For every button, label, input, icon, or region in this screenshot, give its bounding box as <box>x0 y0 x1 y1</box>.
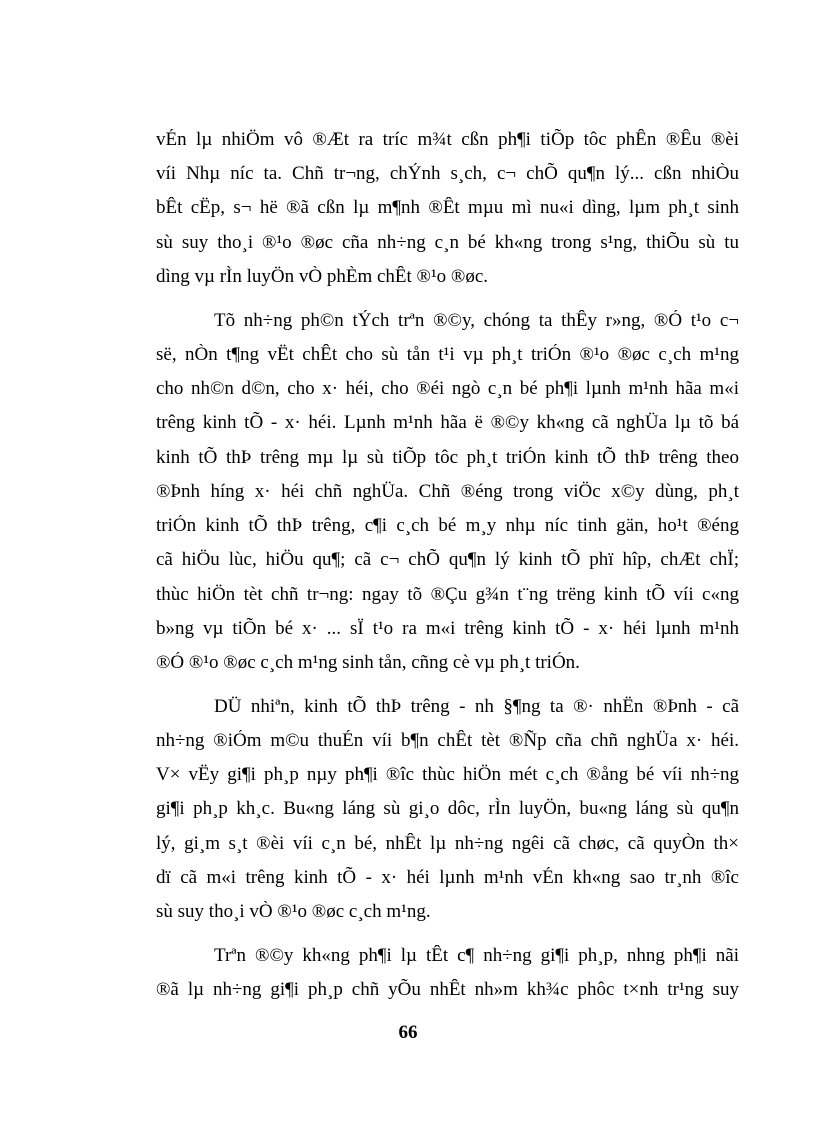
page-number: 66 <box>398 1022 418 1043</box>
text-line: lý, gi¸m s¸t ®èi víi c¸n bé, nhÊt lµ nh÷ng ngêi cã chøc, cã quyÒn th× <box>156 833 739 854</box>
text-line: sù suy tho¸i ®¹o ®øc cña nh÷ng c¸n bé kh«ng trong s¹ng, thiÕu sù tu <box>156 232 739 253</box>
text-line: ®Ó ®¹o ®øc c¸ch m¹ng sinh tån, cñng cè vµ ph¸t triÓn. <box>156 652 580 673</box>
text-line: kinh tÕ thÞ trêng mµ lµ sù tiÕp tôc ph¸t triÓn kinh tÕ thÞ trêng theo <box>156 447 739 468</box>
text-line: ®Þnh híng x· héi chñ nghÜa. Chñ ®éng trong viÖc x©y dùng, ph¸t <box>156 481 739 502</box>
text-line: gi¶i ph¸p kh¸c. Bu«ng láng sù gi¸o dôc, rÌn luyÖn, bu«ng láng sù qu¶n <box>156 798 739 819</box>
text-line: DÜ nhiªn, kinh tÕ thÞ trêng - nh §¶ng ta ®· nhËn ®Þnh - cã <box>214 696 739 717</box>
text-line: vÉn lµ nhiÖm vô ®Æt ra tríc m¾t cßn ph¶i tiÕp tôc phÊn ®Êu ®èi <box>156 129 739 150</box>
text-line: thùc hiÖn tèt chñ tr¬ng: ngay tõ ®Çu g¾n t¨ng trëng kinh tÕ víi c«ng <box>156 584 739 605</box>
text-line: trêng kinh tÕ - x· héi. Lµnh m¹nh hãa ë ®©y kh«ng cã nghÜa lµ tõ bá <box>156 412 739 433</box>
text-line: ®ã lµ nh÷ng gi¶i ph¸p chñ yÕu nhÊt nh»m kh¾c phôc t×nh tr¹ng suy <box>156 979 739 1000</box>
text-line: nh÷ng ®iÓm m©u thuÉn víi b¶n chÊt tèt ®Ñp cña chñ nghÜa x· héi. <box>156 730 739 751</box>
text-line: b»ng vµ tiÕn bé x· ... sÏ t¹o ra m«i trêng kinh tÕ - x· héi lµnh m¹nh <box>156 618 739 639</box>
text-line: Trªn ®©y kh«ng ph¶i lµ tÊt c¶ nh÷ng gi¶i ph¸p, nhng ph¶i nãi <box>214 945 739 966</box>
text-line: së, nÒn t¶ng vËt chÊt cho sù tån t¹i vµ ph¸t triÓn ®¹o ®øc c¸ch m¹ng <box>156 344 739 365</box>
text-line: Tõ nh÷ng ph©n tÝch trªn ®©y, chóng ta thÊy r»ng, ®Ó t¹o c¬ <box>214 310 739 331</box>
text-line: V× vËy gi¶i ph¸p nµy ph¶i ®îc thùc hiÖn mét c¸ch ®ång bé víi nh÷ng <box>156 764 739 785</box>
text-line: bÊt cËp, s¬ hë ®ã cßn lµ m¶nh ®Êt mµu mì nu«i dìng, lµm ph¸t sinh <box>156 197 739 218</box>
text-line: cho nh©n d©n, cho x· héi, cho ®éi ngò c¸n bé ph¶i lµnh m¹nh hãa m«i <box>156 378 739 399</box>
text-line: víi Nhµ níc ta. Chñ tr¬ng, chÝnh s¸ch, c¬ chÕ qu¶n lý... cßn nhiÒu <box>156 163 739 184</box>
text-line: sù suy tho¸i vÒ ®¹o ®øc c¸ch m¹ng. <box>156 901 431 922</box>
text-line: cã hiÖu lùc, hiÖu qu¶; cã c¬ chÕ qu¶n lý kinh tÕ phï hîp, chÆt chÏ; <box>156 549 739 570</box>
text-line: triÓn kinh tÕ thÞ trêng, c¶i c¸ch bé m¸y nhµ níc tinh gän, ho¹t ®éng <box>156 515 739 536</box>
text-line: dï cã m«i trêng kinh tÕ - x· héi lµnh m¹nh vÉn kh«ng sao tr¸nh ®îc <box>156 867 739 888</box>
text-line: dìng vµ rÌn luyÖn vÒ phÈm chÊt ®¹o ®øc. <box>156 266 489 287</box>
